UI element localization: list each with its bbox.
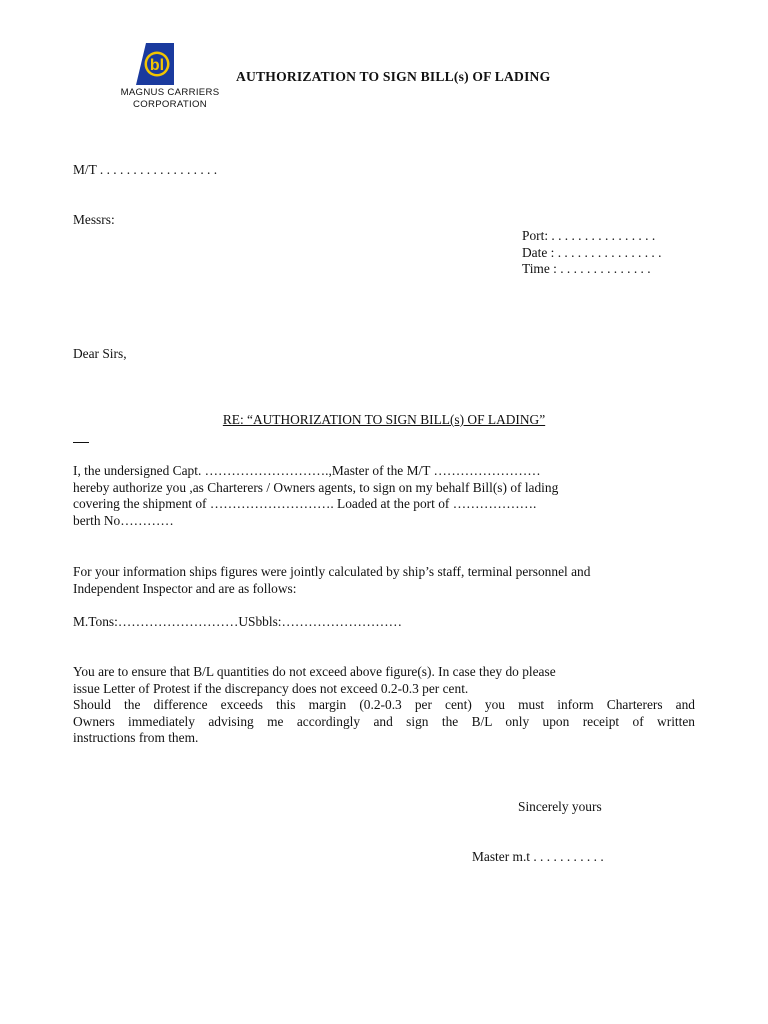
margin-paragraph: [73, 697, 695, 747]
paragraph-line: Owners immediately advising me accordingly and sign the B/L only upon receipt of written: [73, 713, 695, 729]
paragraph-line: Should the difference exceeds this margin (0.2-0.3 per cent) you must inform Charterers and: [73, 697, 695, 712]
company-name-line1: MAGNUS CARRIERS: [120, 87, 220, 98]
subject-text: RE: “AUTHORIZATION TO SIGN BILL(s) OF LADING”: [222, 412, 546, 427]
paragraph-line: You are to ensure that B/L quantities do not exceed above figure(s). In case they do please: [73, 664, 556, 679]
time-field: Time : . . . . . . . . . . . . . .: [522, 261, 651, 276]
svg-text:bl: bl: [149, 57, 165, 74]
paragraph-line: instructions from them.: [73, 730, 199, 745]
figures-intro-paragraph: [73, 564, 695, 597]
addressee-label: Messrs:: [73, 212, 115, 227]
paragraph-line: berth No…………: [73, 512, 174, 528]
port-date-time-block: [522, 228, 661, 278]
port-field: Port: . . . . . . . . . . . . . . . .: [522, 228, 656, 243]
paragraph-line: hereby authorize you ,as Charterers / Owners agents, to sign on my behalf Bill(s) of lading: [73, 479, 559, 495]
vessel-line: M/T . . . . . . . . . . . . . . . . . .: [73, 162, 218, 177]
paragraph-line: Independent Inspector and are as follows:: [73, 580, 297, 596]
subject-line: [0, 412, 768, 428]
paragraph-line: covering the shipment of ………………………. Loaded at the port of ……………….: [73, 496, 537, 511]
divider-dash: [73, 442, 89, 443]
authorization-paragraph: [73, 463, 695, 529]
company-name-line2: CORPORATION: [132, 99, 207, 110]
signature-line: Master m.t . . . . . . . . . . .: [472, 849, 604, 864]
magnus-carriers-logo-icon: [136, 43, 174, 85]
closing: Sincerely yours: [518, 799, 602, 814]
document-title: AUTHORIZATION TO SIGN BILL(s) OF LADING: [236, 69, 551, 84]
figures-line: M.Tons:………………………USbbls:………………………: [73, 614, 403, 629]
salutation: Dear Sirs,: [73, 346, 127, 361]
paragraph-line: For your information ships figures were jointly calculated by ship’s staff, terminal personnel and: [73, 564, 591, 579]
paragraph-line: I, the undersigned Capt. ……………………….,Master of the M/T ……………………: [73, 463, 541, 478]
date-field: Date : . . . . . . . . . . . . . . . .: [522, 244, 662, 260]
quantity-paragraph: [73, 664, 695, 697]
company-name: [108, 87, 232, 111]
paragraph-line: issue Letter of Protest if the discrepancy does not exceed 0.2-0.3 per cent.: [73, 680, 469, 696]
